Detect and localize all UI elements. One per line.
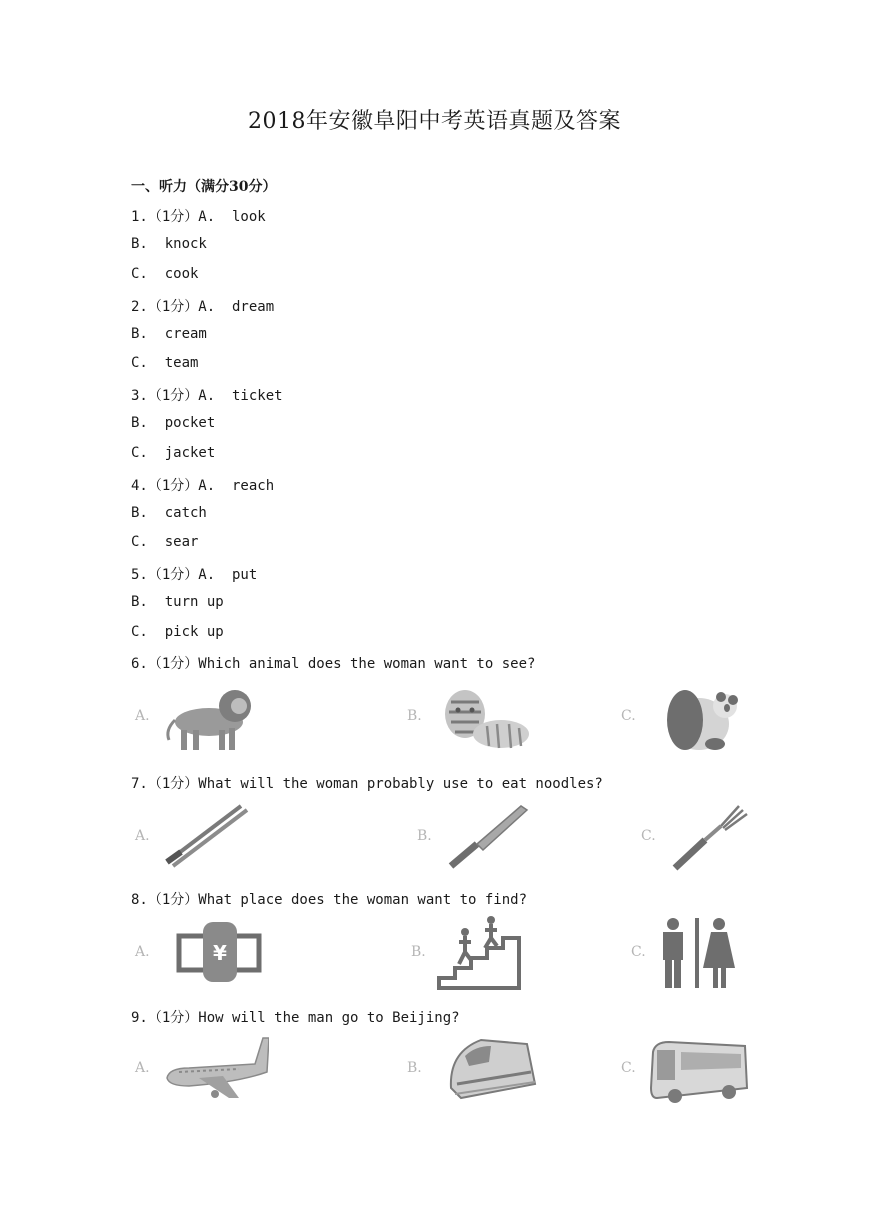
- q7-pic-a: [131, 800, 261, 880]
- airplane-icon: [159, 1032, 269, 1108]
- q2-option-b: B. cream: [131, 326, 207, 342]
- option-letter: B.: [407, 1060, 422, 1076]
- option-letter: B.: [411, 944, 426, 960]
- option-letter: B.: [417, 828, 432, 844]
- q7-pictures: [131, 800, 731, 880]
- q2-option-c: C. team: [131, 355, 199, 371]
- q4-option-c: C. sear: [131, 534, 199, 550]
- knife-icon: [441, 800, 541, 876]
- q8-pictures: [131, 916, 731, 996]
- bus-icon: [645, 1032, 755, 1108]
- q6-pic-a: [131, 680, 261, 760]
- lion-icon: [159, 680, 259, 756]
- q5-option-b: B. turn up: [131, 594, 224, 610]
- q3-option-b: B. pocket: [131, 415, 216, 431]
- q6-pic-c: [617, 680, 747, 760]
- q3-option-c: C. jacket: [131, 445, 216, 461]
- option-letter: C.: [631, 944, 646, 960]
- q8-question: 8.（1分）What place does the woman want to find?: [131, 892, 528, 908]
- option-letter: B.: [407, 708, 422, 724]
- q1-option-a: 1.（1分）A. look: [131, 209, 266, 225]
- q9-question: 9.（1分）How will the man go to Beijing?: [131, 1010, 460, 1026]
- q6-pic-b: [403, 680, 533, 760]
- q7-pic-c: [637, 800, 767, 880]
- section-heading: 一、听力（满分30分）: [131, 179, 277, 195]
- q8-pic-c: [627, 916, 757, 996]
- bank-icon: [159, 916, 269, 992]
- q5-option-a: 5.（1分）A. put: [131, 567, 258, 583]
- option-letter: A.: [135, 828, 150, 844]
- q7-question: 7.（1分）What will the woman probably use to eat noodles?: [131, 776, 603, 792]
- q4-option-b: B. catch: [131, 505, 207, 521]
- train-icon: [431, 1032, 541, 1108]
- option-letter: C.: [641, 828, 656, 844]
- option-letter: C.: [621, 708, 636, 724]
- svg-text:¥: ¥: [213, 941, 227, 965]
- tiger-icon: [431, 680, 531, 756]
- fork-icon: [665, 800, 765, 876]
- panda-icon: [645, 680, 745, 756]
- chopsticks-icon: [159, 800, 259, 876]
- q6-pictures: [131, 680, 731, 760]
- q2-option-a: 2.（1分）A. dream: [131, 299, 275, 315]
- option-letter: A.: [135, 944, 150, 960]
- option-letter: A.: [135, 1060, 150, 1076]
- stairs-icon: [435, 916, 535, 992]
- q9-pictures: [131, 1032, 731, 1112]
- q9-pic-b: [403, 1032, 533, 1112]
- restroom-icon: [655, 916, 765, 992]
- q4-option-a: 4.（1分）A. reach: [131, 478, 275, 494]
- q9-pic-c: [617, 1032, 747, 1112]
- option-letter: C.: [621, 1060, 636, 1076]
- q6-question: 6.（1分）Which animal does the woman want to see?: [131, 656, 536, 672]
- option-letter: A.: [135, 708, 150, 724]
- q5-option-c: C. pick up: [131, 624, 224, 640]
- page-title: 2018年安徽阜阳中考英语真题及答案: [248, 109, 621, 134]
- q1-option-b: B. knock: [131, 236, 207, 252]
- q8-pic-a: [131, 916, 261, 996]
- q1-option-c: C. cook: [131, 266, 199, 282]
- q3-option-a: 3.（1分）A. ticket: [131, 388, 283, 404]
- q8-pic-b: [407, 916, 537, 996]
- q7-pic-b: [413, 800, 543, 880]
- q9-pic-a: [131, 1032, 261, 1112]
